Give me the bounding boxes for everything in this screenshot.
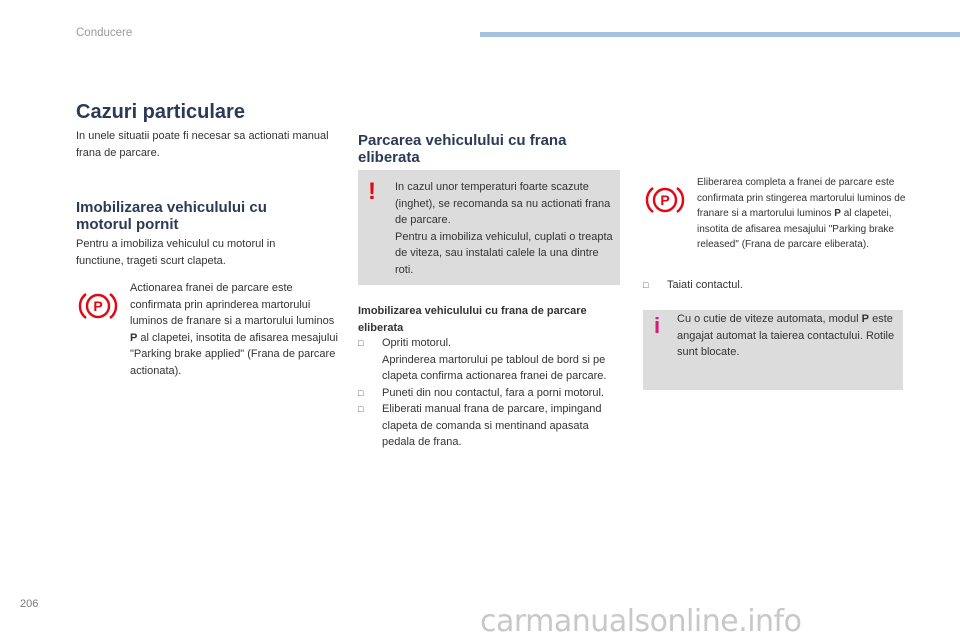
heading-parking-released: Parcarea vehiculului cu frana eliberata <box>358 132 567 166</box>
page-number: 206 <box>20 598 39 610</box>
list-item: □ Eliberati manual frana de parcare, impingand clapeta de comanda si mentinand apasata pedala de frana. <box>358 403 602 448</box>
info-text: Cu o cutie de viteze automata, modul P este angajat automat la taierea contactului. Rotile sunt blocate. <box>677 313 895 358</box>
warning-icon: ! <box>368 178 376 205</box>
watermark: carmanualsonline.info <box>480 604 802 639</box>
brake-released-text: Eliberarea completa a franei de parcare este confirmata prin stingerea martorului luminos de franare si a martorului luminos P al clapetei, insotita de afisarea mesajului "Parking brake released" (Frana de parcare eliberata). <box>697 177 906 250</box>
list-item: □ Opriti motorul. Aprinderea martorului pe tabloul de bord si pe clapeta confirma actionarea franei de parcare. <box>358 337 607 382</box>
sub-heading-engine-running: Imobilizarea vehiculului cu motorul pornit <box>76 199 267 233</box>
parking-brake-letter: P <box>660 192 670 208</box>
bullet-icon: □ <box>358 404 364 414</box>
list-item: □ Puneti din nou contactul, fara a porni motorul. <box>358 385 620 402</box>
info-icon: i <box>654 313 661 338</box>
procedure-list <box>358 335 620 451</box>
parking-brake-icon <box>78 290 118 327</box>
procedure-heading: Imobilizarea vehiculului cu frana de parcare eliberata <box>358 305 587 334</box>
turn-off-ignition <box>643 277 903 294</box>
parking-brake-letter: P <box>93 298 103 314</box>
header-accent-bar <box>480 32 960 37</box>
brake-applied-text: Actionarea franei de parcare este confirmata prin aprinderea martorului luminos de franare si a martorului luminos P al clapetei, insotita de afisarea mesajului "Parking brake applied" (Frana de parcare actionata). <box>130 282 338 377</box>
section-label: Conducere <box>76 27 133 39</box>
bullet-icon: □ <box>643 280 649 290</box>
page-title: Cazuri particulare <box>76 101 245 123</box>
parking-brake-icon <box>645 184 685 221</box>
bullet-icon: □ <box>358 387 364 398</box>
intro-text: In unele situatii poate fi necesar sa actionati manual frana de parcare. <box>76 130 329 159</box>
bullet-icon: □ <box>358 338 364 348</box>
warning-text: In cazul unor temperaturi foarte scazute (inghet), se recomanda sa nu actionati frana de parcare. Pentru a imobiliza vehiculul, cuplati o treapta de viteza, sau instalati calele la una dintre roti. <box>395 181 613 276</box>
list-item: □ Taiati contactul. <box>643 277 903 294</box>
sub-text-engine-running: Pentru a imobiliza vehiculul cu motorul in functiune, trageti scurt clapeta. <box>76 238 276 267</box>
